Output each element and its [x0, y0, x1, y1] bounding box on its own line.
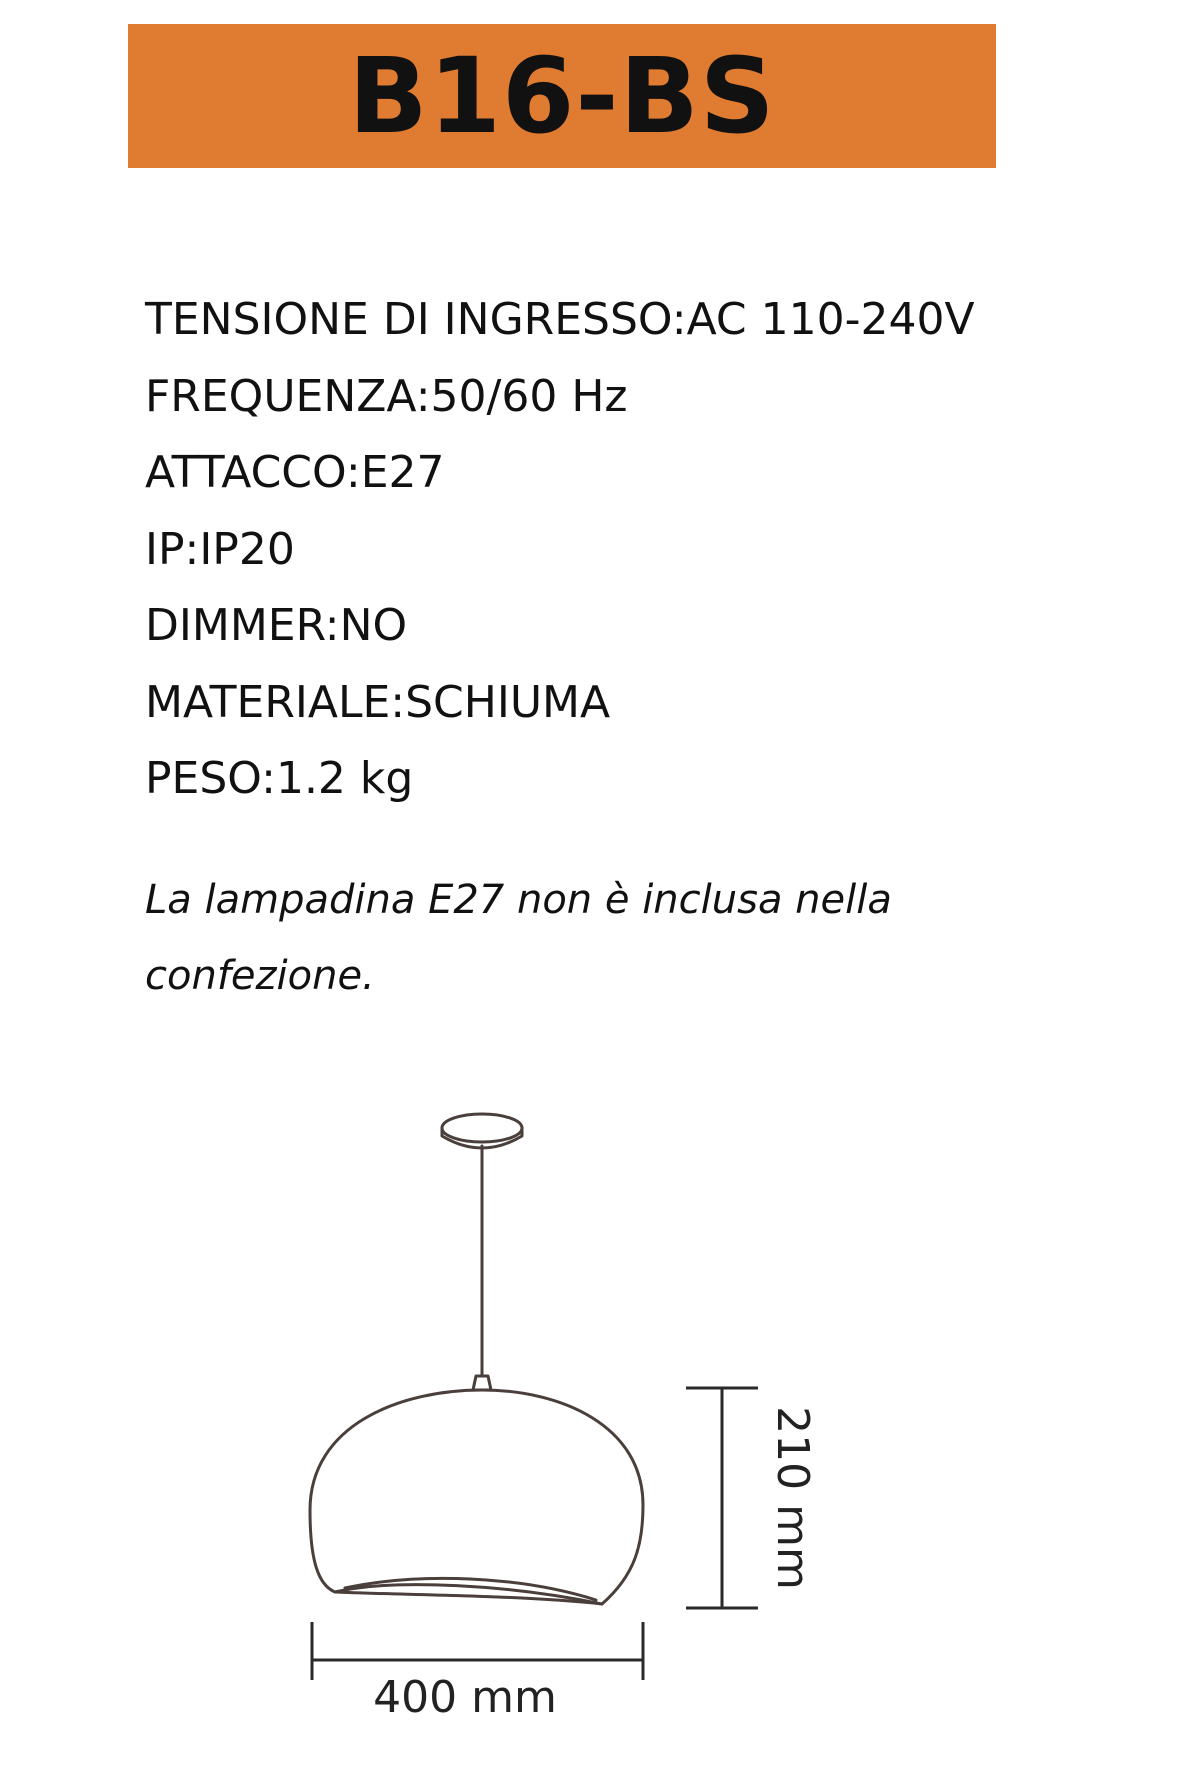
ceiling-canopy: [442, 1114, 522, 1148]
spec-frequency: FREQUENZA:50/60 Hz: [145, 370, 628, 422]
bulb-note-line-2: confezione.: [145, 953, 375, 999]
height-dimension-label: 210 mm: [767, 1406, 818, 1590]
pendant-lamp-drawing: [0, 1080, 1179, 1740]
spec-weight: PESO:1.2 kg: [145, 753, 414, 804]
spec-material: MATERIALE:SCHIUMA: [145, 676, 611, 728]
spec-socket: ATTACCO:E27: [145, 447, 445, 498]
height-dimension: [686, 1388, 758, 1608]
product-code-title: B16-BS: [348, 35, 776, 157]
lamp-shade: [310, 1390, 643, 1604]
spec-input-voltage: TENSIONE DI INGRESSO:AC 110-240V: [145, 294, 975, 345]
spec-dimmer: DIMMER:NO: [145, 600, 408, 651]
bulb-note: [145, 862, 1105, 1014]
cable-connector: [473, 1376, 491, 1390]
title-banner: [128, 24, 996, 168]
spec-ip-rating: IP:IP20: [145, 523, 295, 575]
spec-list: [145, 282, 1105, 818]
bulb-note-line-1: La lampadina E27 non è inclusa nella: [145, 877, 892, 923]
width-dimension-label: 400 mm: [373, 1672, 557, 1723]
